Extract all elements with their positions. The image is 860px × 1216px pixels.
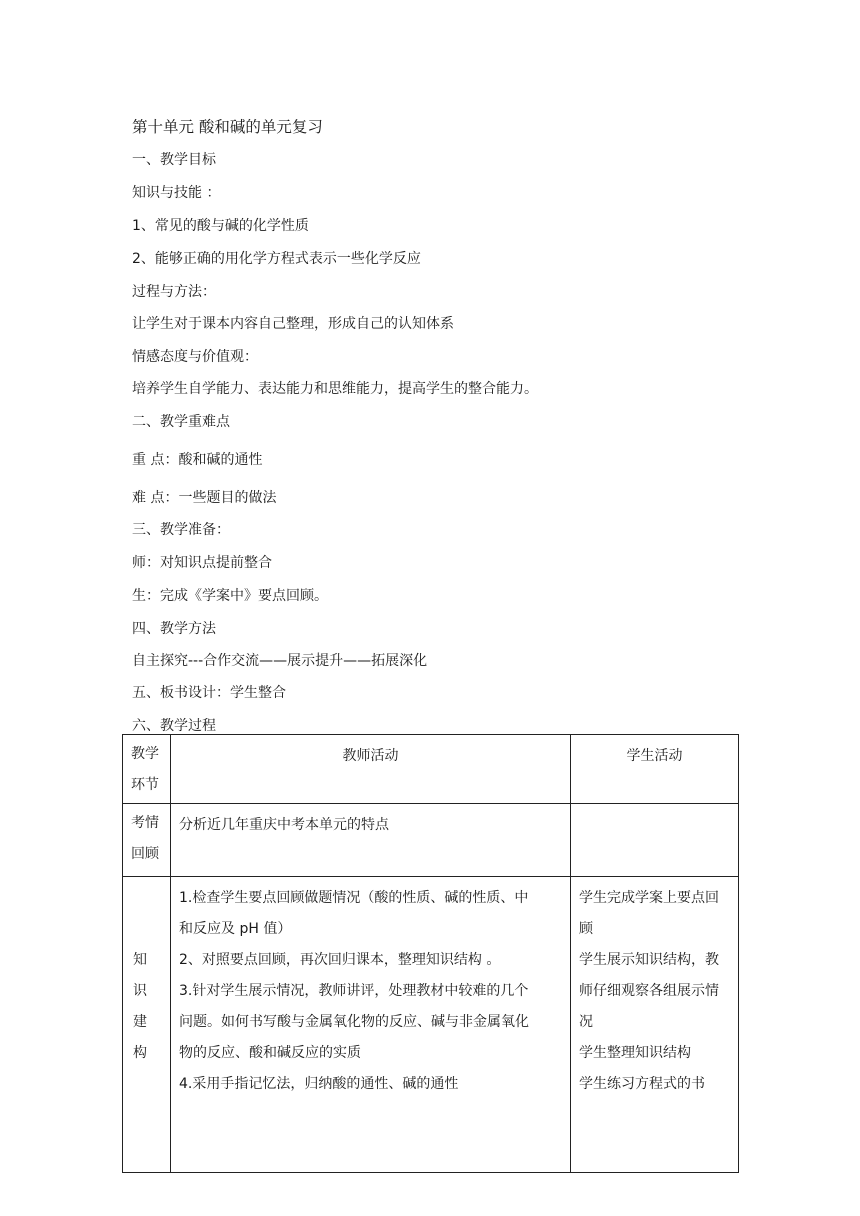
text-line: 培养学生自学能力、表达能力和思维能力，提高学生的整合能力。 (132, 381, 538, 397)
text-line: 2、能够正确的用化学方程式表示一些化学反应 (132, 251, 421, 267)
section-heading-methods: 四、教学方法 (132, 621, 216, 637)
header-stage-cell: 教学 环节 (123, 735, 171, 804)
text-line: 情感态度与价值观： (132, 349, 258, 365)
section-heading-key-points: 二、教学重难点 (132, 414, 230, 430)
table-row (123, 804, 739, 877)
section-heading-process: 六、教学过程 (132, 718, 216, 734)
stage-cell: 考情 回顾 (123, 804, 171, 877)
section-heading-preparation: 三、教学准备： (132, 522, 230, 538)
header-teacher-cell: 教师活动 (171, 735, 571, 804)
text-line: 生：完成《学案中》要点回顾。 (132, 588, 328, 604)
teacher-activity-cell: 分析近几年重庆中考本单元的特点 (171, 804, 571, 877)
text-line: 知识与技能 ： (132, 185, 221, 201)
teaching-process-table (122, 734, 739, 1173)
section-heading-objectives: 一、教学目标 (132, 152, 216, 168)
text-line: 重 点：酸和碱的通性 (132, 452, 263, 468)
text-line: 自主探究---合作交流——展示提升——拓展深化 (132, 653, 428, 669)
section-heading-board: 五、板书设计：学生整合 (132, 685, 286, 701)
stage-cell: 知 识 建 构 (123, 877, 171, 1173)
text-line: 师：对知识点提前整合 (132, 555, 272, 571)
text-line: 过程与方法： (132, 284, 216, 300)
student-activity-cell: 学生完成学案上要点回 顾 学生展示知识结构，教 师仔细观察各组展示情 况 学生整理知识结构 学生练习方程式的书 (571, 877, 739, 1173)
header-student-cell: 学生活动 (571, 735, 739, 804)
text-line: 1、常见的酸与碱的化学性质 (132, 218, 309, 234)
document-title: 第十单元 酸和碱的单元复习 (132, 118, 323, 136)
teacher-activity-cell: 1.检查学生要点回顾做题情况（酸的性质、碱的性质、中 和反应及 pH 值） 2、对照要点回顾，再次回归课本，整理知识结构 。 3.针对学生展示情况，教师讲评，处理教材中较难的几个 问题。如何书写酸与金属氧化物的反应、碱与非金属氧化 物的反应、酸和碱反应的实质 4.采用手指记忆法，归纳酸的通性、碱的通性 (171, 877, 571, 1173)
table-header-row (123, 735, 739, 804)
text-line: 难 点：一些题目的做法 (132, 490, 277, 506)
text-line: 让学生对于课本内容自己整理，形成自己的认知体系 (132, 316, 454, 332)
table-row (123, 877, 739, 1173)
student-activity-cell (571, 804, 739, 877)
